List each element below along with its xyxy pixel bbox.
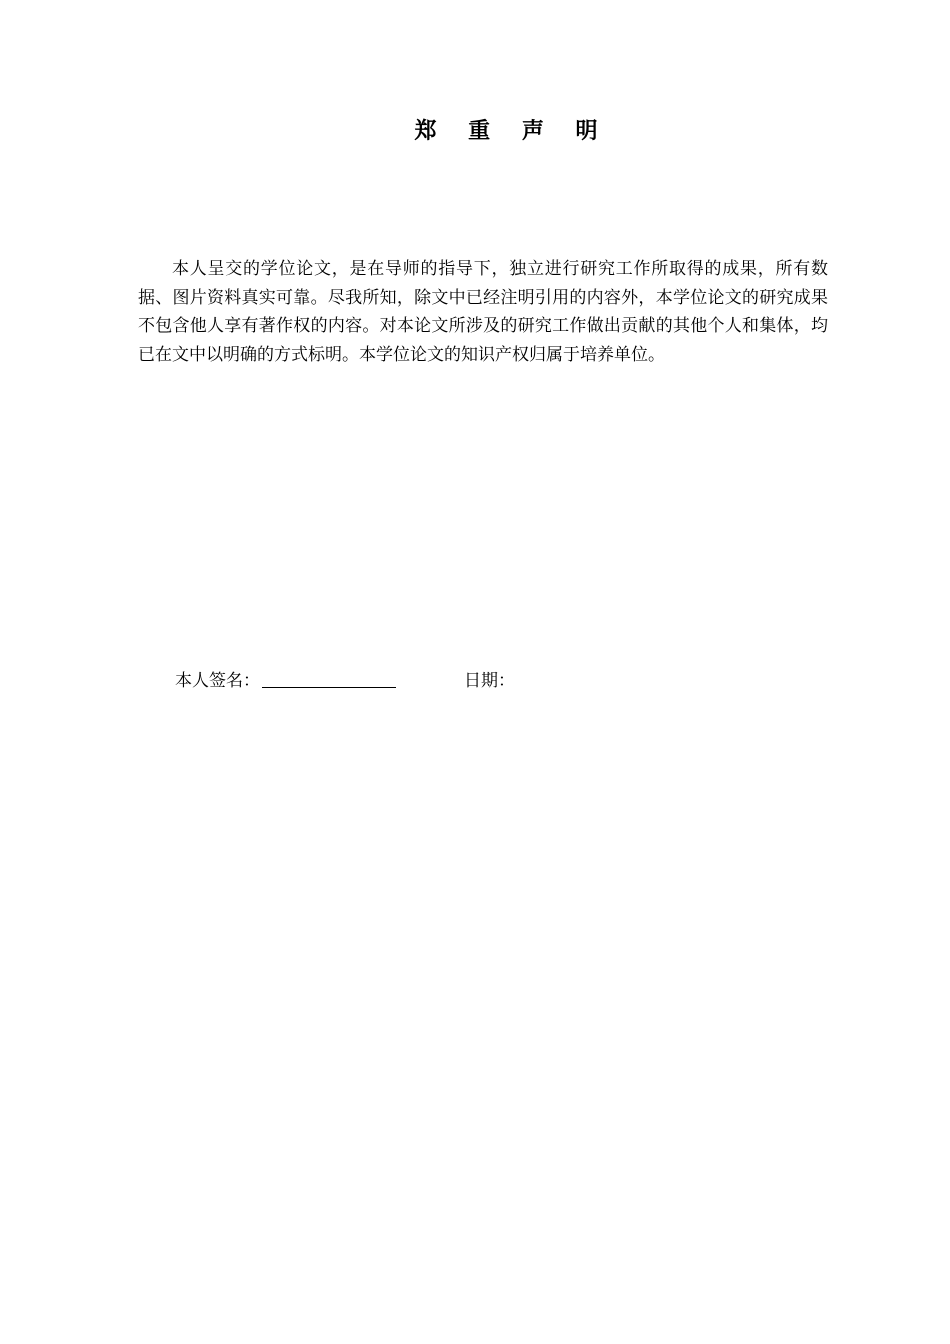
signature-row [175,665,775,693]
signature-line [262,667,396,688]
declaration-paragraph: 本人呈交的学位论文，是在导师的指导下，独立进行研究工作所取得的成果，所有数据、图片资料真实可靠。尽我所知，除文中已经注明引用的内容外，本学位论文的研究成果不包含他人享有著作权的内容。对本论文所涉及的研究工作做出贡献的其他个人和集体，均已在文中以明确的方式标明。本学位论文的知识产权归属于培养单位。 [138,259,828,365]
page-title: 郑 重 声 明 [414,119,610,144]
signature-label: 本人签名： [175,671,260,691]
date-label: 日期： [464,671,515,691]
